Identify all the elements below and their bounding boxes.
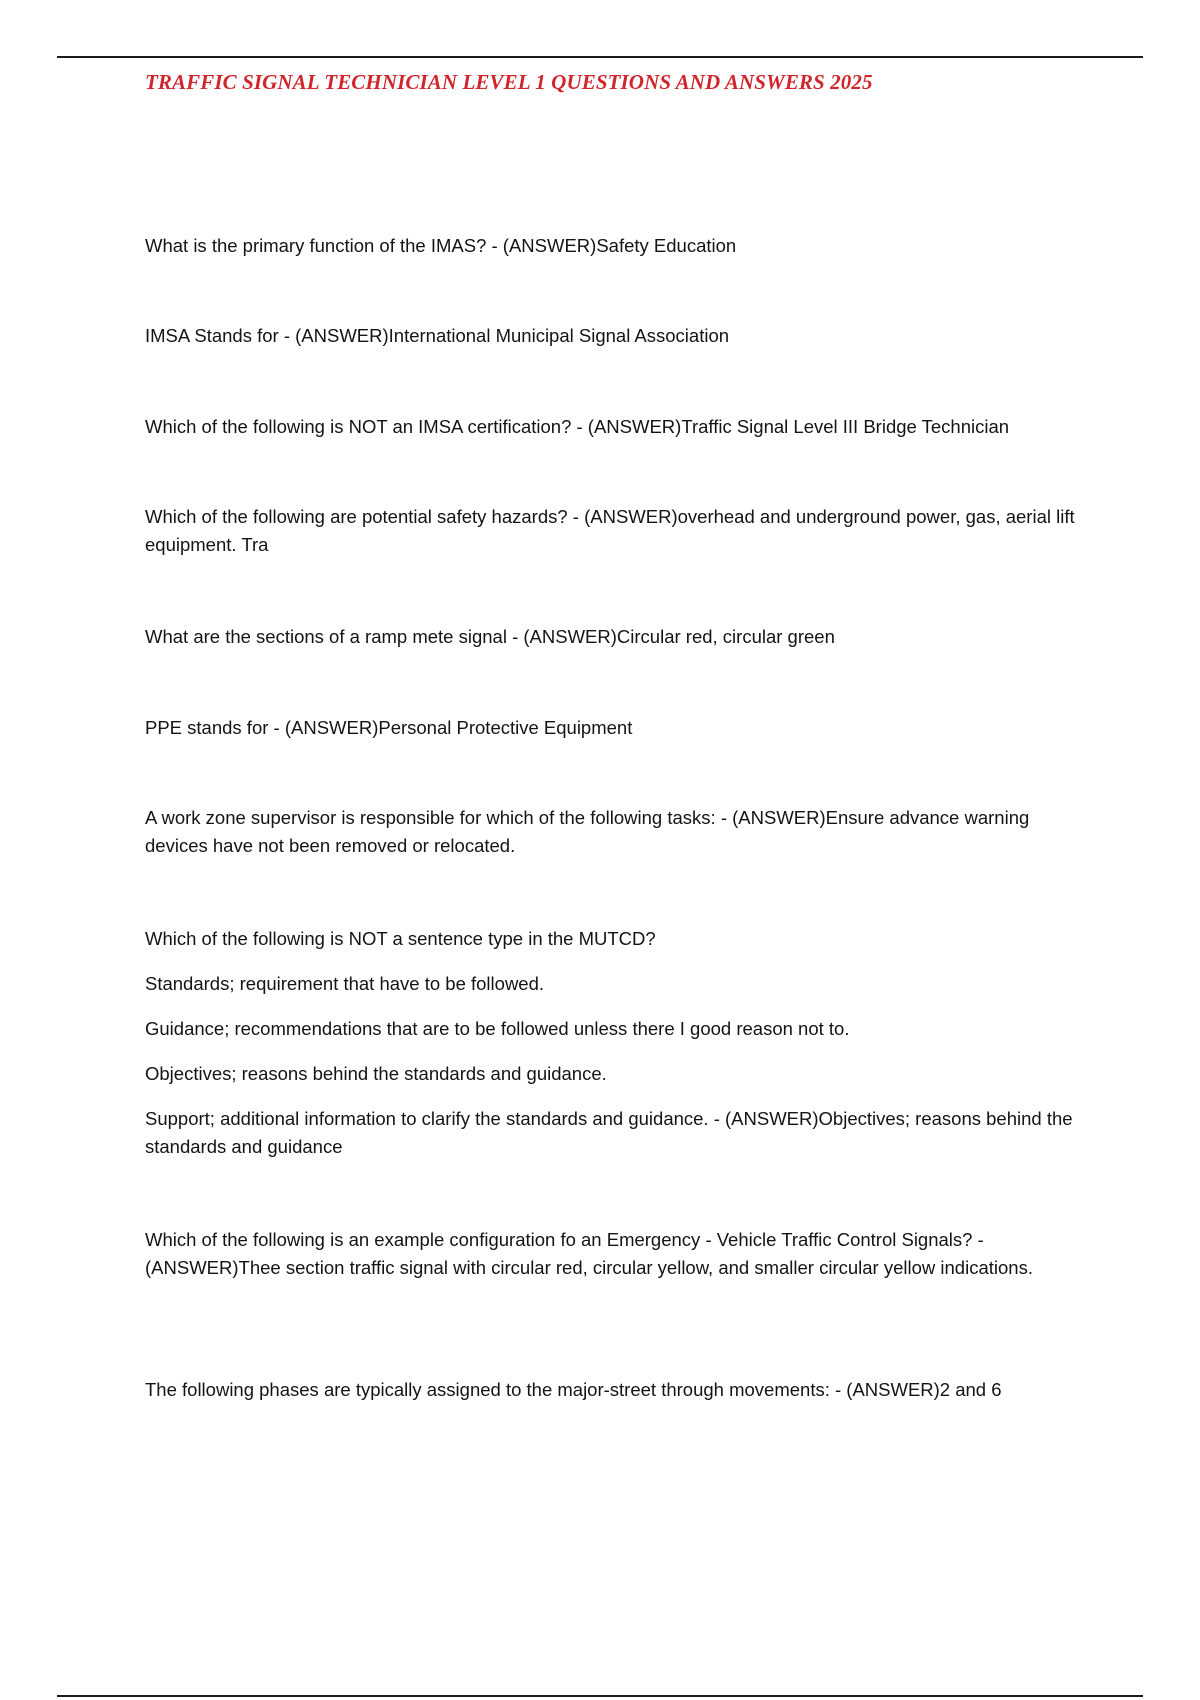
qa-item xyxy=(145,503,1090,559)
qa-option: Support; additional information to clarify the standards and guidance. - (ANSWER)Objectives; reasons behind the standards and guidance xyxy=(145,1108,1073,1157)
qa-text: Which of the following is NOT an IMSA certification? - (ANSWER)Traffic Signal Level III Bridge Technician xyxy=(145,416,1010,437)
qa-text: Which of the following are potential safety hazards? - (ANSWER)overhead and underground power, gas, aerial lift equipment. Tra xyxy=(145,506,1075,555)
qa-item xyxy=(145,322,1090,350)
qa-text: Which of the following is an example configuration fo an Emergency - Vehicle Traffic Control Signals? - (ANSWER)Thee section traffic signal with circular red, circular yellow, and smaller circular yellow indications. xyxy=(145,1229,1033,1278)
qa-option: Standards; requirement that have to be followed. xyxy=(145,973,545,994)
qa-text: PPE stands for - (ANSWER)Personal Protective Equipment xyxy=(145,717,633,738)
qa-text: A work zone supervisor is responsible for which of the following tasks: - (ANSWER)Ensure advance warning devices have not been removed or relocated. xyxy=(145,807,1030,856)
qa-item xyxy=(145,1376,1090,1404)
qa-item xyxy=(145,1226,1090,1282)
footer-rule xyxy=(57,1695,1143,1697)
document-title: TRAFFIC SIGNAL TECHNICIAN LEVEL 1 QUESTIONS AND ANSWERS 2025 xyxy=(145,70,873,94)
qa-question: Which of the following is NOT a sentence type in the MUTCD? xyxy=(145,928,656,949)
qa-option: Objectives; reasons behind the standards and guidance. xyxy=(145,1063,607,1084)
qa-item xyxy=(145,714,1090,742)
qa-item xyxy=(145,413,1090,441)
qa-text: The following phases are typically assigned to the major-street through movements: - (ANSWER)2 and 6 xyxy=(145,1379,1002,1400)
qa-item xyxy=(145,804,1090,860)
qa-text: What are the sections of a ramp mete signal - (ANSWER)Circular red, circular green xyxy=(145,626,835,647)
qa-text: What is the primary function of the IMAS? - (ANSWER)Safety Education xyxy=(145,235,737,256)
qa-option: Guidance; recommendations that are to be followed unless there I good reason not to. xyxy=(145,1018,850,1039)
qa-item-mutcd xyxy=(145,925,1090,1161)
qa-text: IMSA Stands for - (ANSWER)International Municipal Signal Association xyxy=(145,325,730,346)
qa-item xyxy=(145,232,1090,260)
header-rule xyxy=(57,56,1143,58)
qa-item xyxy=(145,623,1090,651)
